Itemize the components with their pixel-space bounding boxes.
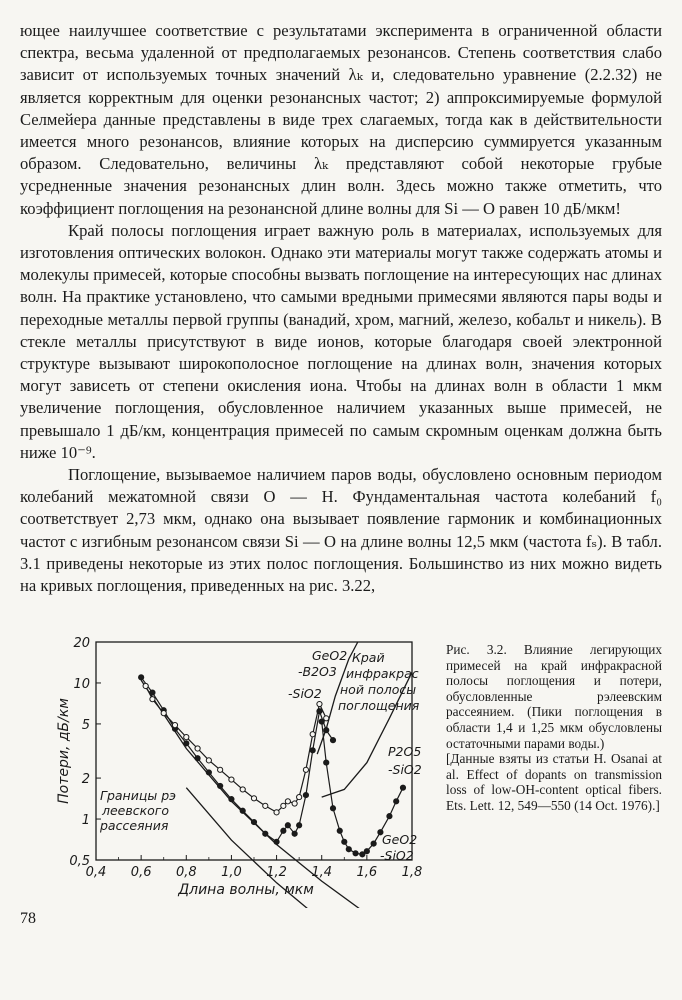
data-point [400, 785, 405, 790]
data-point [353, 851, 358, 856]
loss-chart [0, 628, 440, 908]
data-point [394, 799, 399, 804]
data-point [387, 814, 392, 819]
caption-source: [Данные взяты из статьи H. Osanai at al. Effect of dopants on transmission loss of low-OH-content optical fibers. Ets. Lett. 12, 549—550 (14 Oct. 1976).] [446, 751, 662, 813]
caption-main: Рис. 3.2. Влияние легирующих примесей на край инфракрасной полосы поглощения и потери, обусловленные рэлеевским рассеянием. (Пики поглощения в области 1,4 и 1,25 мкм обусловлены остаточными парами воды.) [446, 642, 662, 751]
data-point [330, 806, 335, 811]
ann-geo2-sio2-1: GeO2 [382, 832, 418, 847]
data-point [292, 831, 297, 836]
x-tick-label: 1,6 [356, 865, 378, 880]
y-tick-label: 20 [73, 636, 90, 651]
ann-geo2-b2o3-1: GeO2 [312, 648, 348, 663]
data-point [297, 823, 302, 828]
data-point [342, 839, 347, 844]
ann-ir-edge-2: инфракрас [346, 666, 419, 681]
data-point [240, 808, 245, 813]
data-point [285, 799, 290, 804]
y-tick-label: 0,5 [69, 854, 90, 869]
paragraph-1: ющее наилучшее соответствие с результатами эксперимента в ограниченной области спектра, весьма удаленной от предполагаемых резонансов. Степень соответствия слабо зависит от используемых точных значений λₖ и, следовательно уравнение (2.2.32) не является корректным для оценки резонансных частот; 2) аппроксимируемые формулой Селмейера данные представлены в виде трех слагаемых, тогда как в действительности имеется много резонансов, влияние которых на дисперсию суммируется указанным образом. Следовательно, величины λₖ представляют собой некоторые грубые усредненные значения резонансных длин волн. Здесь можно также отметить, что коэффициент поглощения на резонансной длине волны для Si — O равен 10 дБ/мкм! [20, 21, 662, 218]
x-tick-label: 1,0 [221, 865, 242, 880]
data-point [274, 839, 279, 844]
x-tick-label: 1,8 [401, 865, 423, 880]
paragraph-3: Поглощение, вызываемое наличием паров воды, обусловлено основным периодом колебаний межатомной связи О — Н. Фундаментальная частота колебаний f₀ соответствует 2,73 мкм, однако она вызывает появление гармоник и комбинационных частот с изгибным резонансом связи Si — O на длине волны 12,5 мкм (частота fₛ). В табл. 3.1 приведены некоторые из этих полос поглощения. Большинство из них можно видеть на кривых поглощения, приведенных на рис. 3.22, [20, 465, 662, 596]
x-tick-label: 0,6 [130, 865, 152, 880]
data-point [371, 841, 376, 846]
data-point [297, 794, 302, 799]
ann-p2o5-1: P2O5 [388, 744, 422, 759]
data-point [310, 748, 315, 753]
data-point [330, 738, 335, 743]
data-point [324, 728, 329, 733]
data-point [310, 732, 315, 737]
series-line-GeO2-B2O3-SiO2 [141, 677, 333, 842]
ann-rayleigh-1: Границы рэ [100, 788, 177, 803]
x-axis-label: Длина волны, мкм [178, 882, 314, 898]
data-point [317, 709, 322, 714]
paragraph-2: Край полосы поглощения играет важную роль в материалах, используемых для изготовления оптических волокон. Однако эти материалы могут также содержать атомы и молекулы примесей, которые способны вызвать поглощение на интересующих нас длинах волн. На практике установлено, что самыми вредными примесями являются пары воды и переходные металлы первой группы (ванадий, хром, магний, железо, кобальт и никель). В стекле металлы присутствуют в виде ионов, которые благодаря своей электронной структуре вызывают широкополосное поглощение на длинах волн, значения которых могут зависеть от степени окисления иона. Чтобы на длинах волн в области 1 мкм увеличение поглощения, обусловленное наличием указанных выше примесей, не превышало 1 дБ/км, концентрация примесей по самым скромным оценкам должна быть ниже 10⁻⁹. [20, 220, 662, 462]
ann-geo2-b2o3-2: -B2O3 [298, 664, 337, 679]
data-point [184, 741, 189, 746]
data-point [195, 756, 200, 761]
page-number: 78 [20, 910, 36, 927]
ann-ir-edge-3: ной полосы [340, 682, 417, 697]
ann-geo2-sio2-2: -SiO2 [380, 848, 414, 863]
data-point [195, 746, 200, 751]
data-point [206, 758, 211, 763]
data-point [229, 797, 234, 802]
data-point [251, 819, 256, 824]
data-point [218, 783, 223, 788]
figure-caption [446, 642, 662, 814]
data-point [292, 801, 297, 806]
ann-p2o5-2: -SiO2 [388, 762, 422, 777]
data-point [184, 735, 189, 740]
data-point [172, 723, 177, 728]
data-point [364, 849, 369, 854]
data-point [274, 810, 279, 815]
data-point [150, 690, 155, 695]
ann-geo2-b2o3-3: -SiO2 [288, 686, 322, 701]
x-tick-label: 1,4 [311, 865, 333, 880]
data-point [317, 701, 322, 706]
data-point [139, 675, 144, 680]
y-axis-label: Потери, дБ/км [56, 698, 72, 804]
y-tick-label: 5 [81, 717, 90, 733]
data-point [303, 767, 308, 772]
data-point [281, 828, 286, 833]
data-point [263, 831, 268, 836]
data-point [303, 792, 308, 797]
data-point [150, 697, 155, 702]
data-point [285, 823, 290, 828]
data-point [319, 719, 324, 724]
data-point [281, 803, 286, 808]
data-point [324, 760, 329, 765]
data-point [161, 711, 166, 716]
x-tick-label: 0,4 [85, 865, 107, 880]
data-point [206, 770, 211, 775]
y-tick-label: 10 [73, 676, 90, 692]
ann-rayleigh-2: леевского [102, 803, 170, 818]
data-point [240, 787, 245, 792]
x-tick-label: 1,2 [266, 865, 287, 880]
x-tick-label: 0,8 [175, 865, 197, 880]
y-tick-label: 1 [81, 813, 90, 829]
data-point [337, 828, 342, 833]
ann-ir-edge-1: Край [352, 650, 385, 665]
data-point [263, 803, 268, 808]
data-point [143, 683, 148, 688]
y-tick-label: 2 [81, 772, 90, 788]
data-point [346, 847, 351, 852]
ann-ir-edge-4: поглощения [338, 698, 420, 713]
ann-rayleigh-3: рассеяния [100, 818, 169, 833]
data-point [229, 777, 234, 782]
body-text [20, 20, 662, 597]
data-point [251, 796, 256, 801]
data-point [218, 767, 223, 772]
